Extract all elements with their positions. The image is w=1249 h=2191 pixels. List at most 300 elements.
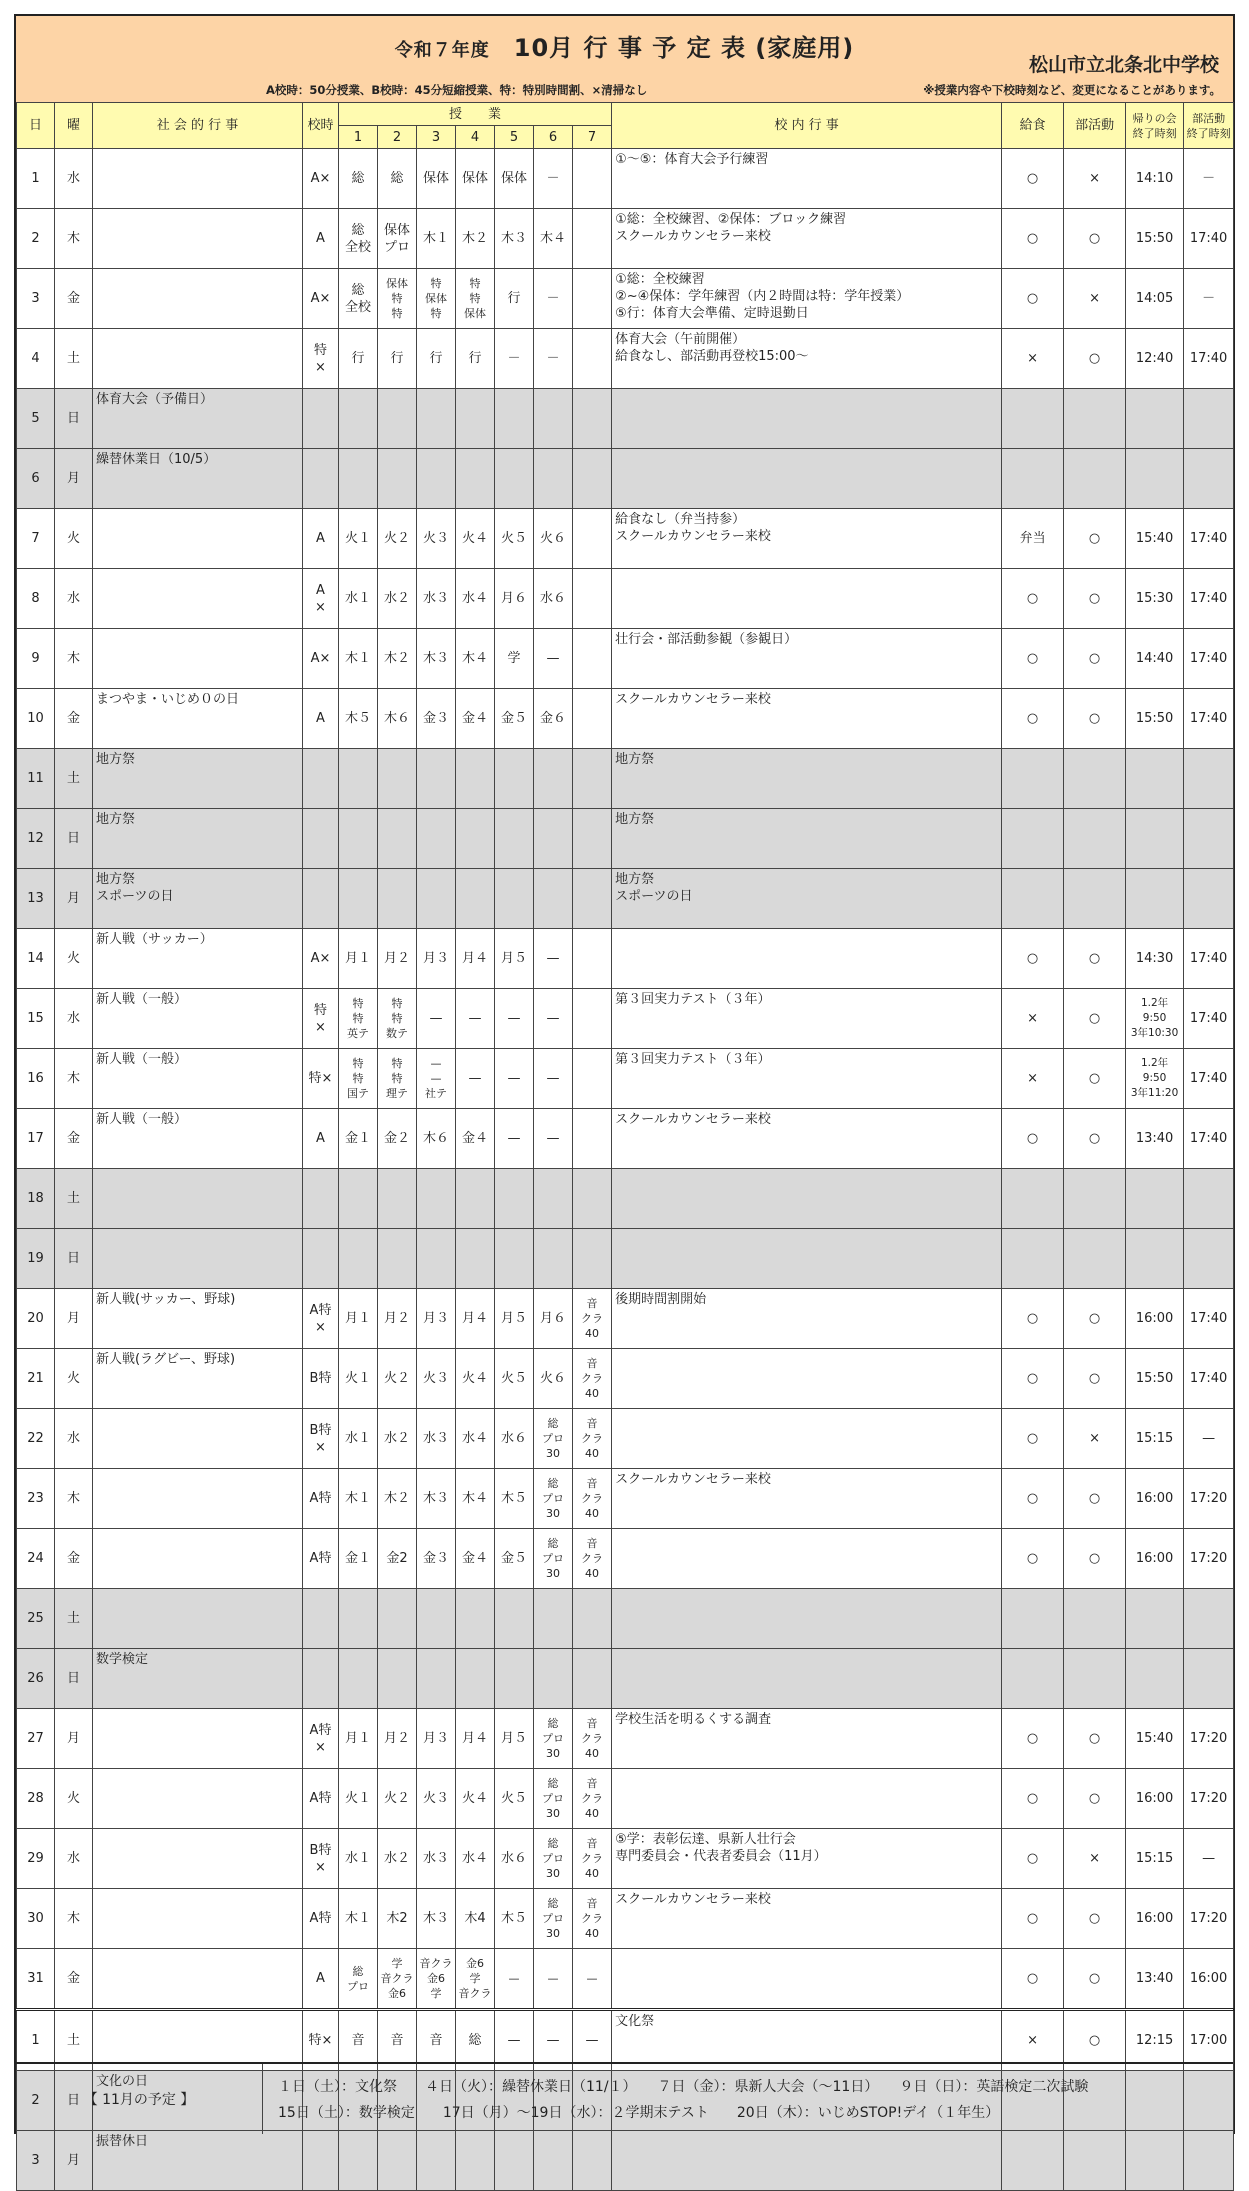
period-cell-3 [417, 869, 456, 929]
period-cell-4 [456, 809, 495, 869]
period-cell-1: 月１ [339, 1289, 378, 1349]
weekday-cell: 木 [55, 1049, 93, 1109]
koji-cell: A× [303, 629, 339, 689]
period-cell-1 [339, 389, 378, 449]
weekday-cell: 火 [55, 1769, 93, 1829]
period-cell-1: 特 特 英テ [339, 989, 378, 1049]
period-cell-6: 総 プロ 30 [534, 1469, 573, 1529]
period-cell-7 [573, 989, 612, 1049]
return-time-cell: 12:15 [1126, 2010, 1184, 2071]
period-cell-7 [573, 329, 612, 389]
period-cell-5: — [495, 1049, 534, 1109]
day-cell: 25 [17, 1589, 55, 1649]
club-end-time-cell [1184, 869, 1234, 929]
club-end-time-cell: — [1184, 1409, 1234, 1469]
lunch-cell: ○ [1002, 1949, 1064, 2010]
table-row [17, 1649, 1234, 1709]
social-event-cell [93, 1829, 303, 1889]
period-cell-5: － [495, 329, 534, 389]
weekday-cell: 土 [55, 1169, 93, 1229]
period-cell-7 [573, 269, 612, 329]
period-cell-5: 火５ [495, 509, 534, 569]
school-event-cell [612, 929, 1002, 989]
social-event-cell [93, 1949, 303, 2010]
school-event-cell: ①総：全校練習、②保体：ブロック練習 スクールカウンセラー来校 [612, 209, 1002, 269]
period-cell-7: 音 クラ 40 [573, 1409, 612, 1469]
return-time-cell: 14:30 [1126, 929, 1184, 989]
period-cell-1 [339, 1169, 378, 1229]
day-cell: 10 [17, 689, 55, 749]
period-cell-3: — [417, 989, 456, 1049]
period-cell-1 [339, 1649, 378, 1709]
weekday-cell: 水 [55, 1829, 93, 1889]
day-cell: 16 [17, 1049, 55, 1109]
return-time-cell: 15:40 [1126, 509, 1184, 569]
school-event-cell [612, 1349, 1002, 1409]
period-cell-5: 金５ [495, 1529, 534, 1589]
school-event-cell [612, 1229, 1002, 1289]
social-event-cell [93, 1469, 303, 1529]
return-time-cell: 14:10 [1126, 149, 1184, 209]
club-cell: ○ [1064, 1949, 1126, 2010]
club-cell: ○ [1064, 2010, 1126, 2071]
club-end-time-cell: 16:00 [1184, 1949, 1234, 2010]
period-cell-1 [339, 869, 378, 929]
period-cell-1: 音 [339, 2010, 378, 2071]
return-time-cell: 1.2年 9:50 3年10:30 [1126, 989, 1184, 1049]
lunch-cell: ○ [1002, 689, 1064, 749]
table-row [17, 2131, 1234, 2191]
return-time-cell [1126, 1169, 1184, 1229]
school-event-cell: 第３回実力テスト（３年） [612, 989, 1002, 1049]
period-cell-1: 月１ [339, 929, 378, 989]
club-end-time-cell: 17:40 [1184, 329, 1234, 389]
club-cell [1064, 809, 1126, 869]
col-period-4: 4 [456, 126, 495, 149]
club-end-time-cell: 17:40 [1184, 209, 1234, 269]
table-row [17, 929, 1234, 989]
club-end-time-cell: 17:20 [1184, 1709, 1234, 1769]
table-row [17, 209, 1234, 269]
period-cell-3: 木３ [417, 629, 456, 689]
lunch-cell: × [1002, 329, 1064, 389]
col-lunch: 給食 [1002, 103, 1064, 149]
schedule-sheet [14, 14, 1235, 2168]
period-cell-1: 行 [339, 329, 378, 389]
period-cell-2: 月２ [378, 1289, 417, 1349]
day-cell: 21 [17, 1349, 55, 1409]
period-cell-2: 月２ [378, 929, 417, 989]
period-cell-5: 水６ [495, 1409, 534, 1469]
period-cell-7 [573, 389, 612, 449]
period-cell-2 [378, 389, 417, 449]
lunch-cell [1002, 1229, 1064, 1289]
club-end-time-cell [1184, 749, 1234, 809]
period-cell-2: 木２ [378, 629, 417, 689]
period-cell-7 [573, 689, 612, 749]
period-cell-1: 金１ [339, 1529, 378, 1589]
table-row [17, 1169, 1234, 1229]
period-cell-7: — [573, 1949, 612, 2010]
school-event-cell: スクールカウンセラー来校 [612, 1889, 1002, 1949]
day-cell: 19 [17, 1229, 55, 1289]
period-cell-5: 月５ [495, 1709, 534, 1769]
period-cell-6: — [534, 1949, 573, 2010]
schedule-table [16, 102, 1234, 2191]
period-cell-4: 金6 学 音クラ [456, 1949, 495, 2010]
club-cell: ○ [1064, 1049, 1126, 1109]
weekday-cell: 日 [55, 389, 93, 449]
table-row [17, 1469, 1234, 1529]
next-month-box [16, 2062, 1233, 2134]
day-cell: 23 [17, 1469, 55, 1529]
return-time-cell: 15:50 [1126, 1349, 1184, 1409]
next-month-line-2: 15日（土）：数学検定 17日（月）～19日（水）：２学期末テスト 20日（木）：いじめSTOP!デイ（１年生） [278, 2105, 1000, 2121]
period-cell-4: 水４ [456, 569, 495, 629]
period-cell-4: 木２ [456, 209, 495, 269]
school-event-cell: ⑤学：表彰伝達、県新人壮行会 専門委員会・代表者委員会（11月） [612, 1829, 1002, 1889]
koji-cell: A特 × [303, 1709, 339, 1769]
school-event-cell: 壮行会・部活動参観（参観日） [612, 629, 1002, 689]
period-cell-4: — [456, 1049, 495, 1109]
weekday-cell: 水 [55, 149, 93, 209]
social-event-cell [93, 149, 303, 209]
period-cell-2: 保体 特 特 [378, 269, 417, 329]
return-time-cell [1126, 809, 1184, 869]
koji-cell [303, 1649, 339, 1709]
period-cell-3: 保体 [417, 149, 456, 209]
period-cell-5: — [495, 989, 534, 1049]
period-cell-2: 木２ [378, 1469, 417, 1529]
period-cell-3 [417, 449, 456, 509]
koji-cell: A特 [303, 1889, 339, 1949]
period-cell-3: 木６ [417, 1109, 456, 1169]
club-cell: ○ [1064, 509, 1126, 569]
period-cell-7: 音 クラ 40 [573, 1829, 612, 1889]
return-time-cell: 13:40 [1126, 1109, 1184, 1169]
period-cell-2: 火２ [378, 1349, 417, 1409]
club-end-time-cell: 17:40 [1184, 1349, 1234, 1409]
day-cell: 26 [17, 1649, 55, 1709]
lunch-cell [1002, 809, 1064, 869]
return-time-cell: 16:00 [1126, 1469, 1184, 1529]
day-cell: 29 [17, 1829, 55, 1889]
weekday-cell: 水 [55, 1409, 93, 1469]
social-event-cell [93, 329, 303, 389]
weekday-cell: 土 [55, 749, 93, 809]
day-cell: 6 [17, 449, 55, 509]
title-text: 10月 行 事 予 定 表 (家庭用) [513, 34, 855, 62]
koji-cell: B特 × [303, 1409, 339, 1469]
weekday-cell: 金 [55, 1949, 93, 2010]
koji-cell: A [303, 689, 339, 749]
period-cell-6 [534, 1229, 573, 1289]
period-cell-1: 水１ [339, 569, 378, 629]
period-cell-5 [495, 809, 534, 869]
lunch-cell: ○ [1002, 929, 1064, 989]
period-cell-2: 総 [378, 149, 417, 209]
period-cell-1 [339, 749, 378, 809]
return-time-cell: 1.2年 9:50 3年11:20 [1126, 1049, 1184, 1109]
return-time-cell: 15:40 [1126, 1709, 1184, 1769]
period-cell-3 [417, 1649, 456, 1709]
koji-cell: A特 [303, 1769, 339, 1829]
school-event-cell [612, 449, 1002, 509]
period-cell-1 [339, 809, 378, 869]
period-cell-7: 音 クラ 40 [573, 1769, 612, 1829]
period-cell-5: 木３ [495, 209, 534, 269]
period-cell-3: 金３ [417, 1529, 456, 1589]
lunch-cell: × [1002, 2010, 1064, 2071]
weekday-cell: 日 [55, 809, 93, 869]
period-cell-5: 金５ [495, 689, 534, 749]
period-cell-2: 金２ [378, 1109, 417, 1169]
school-event-cell: 給食なし（弁当持参） スクールカウンセラー来校 [612, 509, 1002, 569]
period-cell-3: 行 [417, 329, 456, 389]
social-event-cell: 新人戦（一般） [93, 989, 303, 1049]
school-name: 松山市立北条北中学校 [1028, 54, 1219, 76]
period-cell-2: 行 [378, 329, 417, 389]
period-cell-6: － [534, 329, 573, 389]
period-cell-1: 木１ [339, 1889, 378, 1949]
club-end-time-cell: 17:40 [1184, 989, 1234, 1049]
header-row [17, 103, 1234, 126]
period-cell-2: 木2 [378, 1889, 417, 1949]
club-cell: ○ [1064, 1469, 1126, 1529]
table-row [17, 1349, 1234, 1409]
weekday-cell: 水 [55, 989, 93, 1049]
lunch-cell: × [1002, 989, 1064, 1049]
period-cell-4: 火４ [456, 509, 495, 569]
table-row [17, 1589, 1234, 1649]
social-event-cell: 体育大会（予備日） [93, 389, 303, 449]
period-cell-5: — [495, 1949, 534, 2010]
period-cell-2: 火２ [378, 509, 417, 569]
club-end-time-cell: 17:40 [1184, 1289, 1234, 1349]
club-end-time-cell: － [1184, 269, 1234, 329]
koji-cell: A特 [303, 1469, 339, 1529]
col-period-5: 5 [495, 126, 534, 149]
period-legend-note: A校時：50分授業、B校時：45分短縮授業、特：特別時間割、×清掃なし [266, 83, 648, 97]
lunch-cell: ○ [1002, 1409, 1064, 1469]
lunch-cell: ○ [1002, 209, 1064, 269]
weekday-cell: 日 [55, 1229, 93, 1289]
club-cell: ○ [1064, 1529, 1126, 1589]
period-cell-7: 音 クラ 40 [573, 1289, 612, 1349]
period-cell-6 [534, 1589, 573, 1649]
period-cell-1 [339, 1229, 378, 1289]
lunch-cell: × [1002, 1049, 1064, 1109]
period-cell-2: 特 特 数テ [378, 989, 417, 1049]
club-end-time-cell: 17:20 [1184, 1769, 1234, 1829]
day-cell: 5 [17, 389, 55, 449]
period-cell-5 [495, 1229, 534, 1289]
period-cell-4: 月４ [456, 929, 495, 989]
day-cell: 18 [17, 1169, 55, 1229]
club-cell: ○ [1064, 569, 1126, 629]
table-row [17, 1829, 1234, 1889]
period-cell-1: 木５ [339, 689, 378, 749]
period-cell-4: 月４ [456, 1289, 495, 1349]
koji-cell: A× [303, 269, 339, 329]
return-time-cell: 12:40 [1126, 329, 1184, 389]
col-period-2: 2 [378, 126, 417, 149]
period-cell-5: 火５ [495, 1769, 534, 1829]
club-cell: ○ [1064, 929, 1126, 989]
period-cell-6: 総 プロ 30 [534, 1829, 573, 1889]
period-cell-6: － [534, 149, 573, 209]
day-cell: 27 [17, 1709, 55, 1769]
day-cell: 14 [17, 929, 55, 989]
period-cell-2: 音 [378, 2010, 417, 2071]
period-cell-3: 音 [417, 2010, 456, 2071]
koji-cell: A [303, 209, 339, 269]
period-cell-6: — [534, 989, 573, 1049]
period-cell-2: 保体 プロ [378, 209, 417, 269]
social-event-cell [93, 1589, 303, 1649]
period-cell-1 [339, 449, 378, 509]
social-event-cell: 地方祭 [93, 809, 303, 869]
period-cell-1 [339, 1589, 378, 1649]
day-cell: 31 [17, 1949, 55, 2010]
period-cell-5: 保体 [495, 149, 534, 209]
school-event-cell [612, 2131, 1002, 2191]
club-end-time-cell: 17:40 [1184, 929, 1234, 989]
col-period-7: 7 [573, 126, 612, 149]
period-cell-7 [573, 1049, 612, 1109]
period-cell-5 [495, 2131, 534, 2191]
return-time-cell: 15:50 [1126, 689, 1184, 749]
table-row [17, 1229, 1234, 1289]
weekday-cell: 火 [55, 509, 93, 569]
day-cell: 3 [17, 2131, 55, 2191]
return-time-cell [1126, 2131, 1184, 2191]
school-event-cell: 地方祭 [612, 749, 1002, 809]
lunch-cell [1002, 1169, 1064, 1229]
period-cell-7 [573, 1109, 612, 1169]
period-cell-2: 水２ [378, 569, 417, 629]
period-cell-5: 水６ [495, 1829, 534, 1889]
period-cell-6: 月６ [534, 1289, 573, 1349]
period-cell-4 [456, 749, 495, 809]
weekday-cell: 木 [55, 1469, 93, 1529]
club-cell: × [1064, 1409, 1126, 1469]
period-cell-7 [573, 629, 612, 689]
period-cell-6: 火６ [534, 1349, 573, 1409]
club-cell [1064, 749, 1126, 809]
table-row [17, 1289, 1234, 1349]
period-cell-4: 月４ [456, 1709, 495, 1769]
period-cell-3: 火３ [417, 1349, 456, 1409]
period-cell-6 [534, 869, 573, 929]
period-cell-3 [417, 1589, 456, 1649]
table-row [17, 509, 1234, 569]
club-cell [1064, 1589, 1126, 1649]
day-cell: 1 [17, 2010, 55, 2071]
period-cell-3: 水３ [417, 569, 456, 629]
period-cell-1: 水１ [339, 1409, 378, 1469]
period-cell-5 [495, 749, 534, 809]
period-cell-4 [456, 389, 495, 449]
period-cell-5: 火５ [495, 1349, 534, 1409]
return-time-cell [1126, 1589, 1184, 1649]
period-cell-5: 学 [495, 629, 534, 689]
col-return-time: 帰りの会 終了時刻 [1126, 103, 1184, 149]
return-time-cell [1126, 869, 1184, 929]
period-cell-5: 行 [495, 269, 534, 329]
period-cell-2 [378, 869, 417, 929]
period-cell-3: 木３ [417, 1469, 456, 1529]
change-notice: ※授業内容や下校時刻など、変更になることがあります。 [923, 83, 1221, 97]
period-cell-6: 金６ [534, 689, 573, 749]
table-row [17, 329, 1234, 389]
social-event-cell [93, 1709, 303, 1769]
period-cell-7 [573, 1169, 612, 1229]
koji-cell: A × [303, 569, 339, 629]
period-cell-2 [378, 1649, 417, 1709]
social-event-cell [93, 629, 303, 689]
koji-cell: B特 × [303, 1829, 339, 1889]
weekday-cell: 木 [55, 629, 93, 689]
social-event-cell: まつやま・いじめ０の日 [93, 689, 303, 749]
koji-cell [303, 809, 339, 869]
school-event-cell [612, 1409, 1002, 1469]
table-row [17, 869, 1234, 929]
period-cell-2 [378, 449, 417, 509]
period-cell-5: — [495, 2010, 534, 2071]
lunch-cell [1002, 1589, 1064, 1649]
table-row [17, 1049, 1234, 1109]
day-cell: 15 [17, 989, 55, 1049]
school-event-cell [612, 1169, 1002, 1229]
school-event-cell: 地方祭 スポーツの日 [612, 869, 1002, 929]
period-cell-4: 特 特 保体 [456, 269, 495, 329]
lunch-cell: ○ [1002, 629, 1064, 689]
return-time-cell: 16:00 [1126, 1769, 1184, 1829]
club-end-time-cell: 17:00 [1184, 2010, 1234, 2071]
club-cell: ○ [1064, 209, 1126, 269]
period-cell-3: 水３ [417, 1409, 456, 1469]
period-cell-4: 火４ [456, 1349, 495, 1409]
koji-cell: A× [303, 929, 339, 989]
period-cell-4: 水４ [456, 1829, 495, 1889]
weekday-cell: 火 [55, 1349, 93, 1409]
day-cell: 17 [17, 1109, 55, 1169]
weekday-cell: 日 [55, 1649, 93, 1709]
day-cell: 11 [17, 749, 55, 809]
club-cell: ○ [1064, 1109, 1126, 1169]
period-cell-3 [417, 2131, 456, 2191]
koji-cell: A特 [303, 1529, 339, 1589]
lunch-cell: ○ [1002, 1889, 1064, 1949]
period-cell-4: 木４ [456, 629, 495, 689]
period-cell-7: 音 クラ 40 [573, 1349, 612, 1409]
social-event-cell [93, 269, 303, 329]
koji-cell [303, 449, 339, 509]
return-time-cell [1126, 1229, 1184, 1289]
period-cell-3: 水３ [417, 1829, 456, 1889]
lunch-cell [1002, 749, 1064, 809]
social-event-cell [93, 569, 303, 629]
club-cell: × [1064, 269, 1126, 329]
period-cell-1: 特 特 国テ [339, 1049, 378, 1109]
col-club: 部活動 [1064, 103, 1126, 149]
club-cell [1064, 1169, 1126, 1229]
social-event-cell [93, 1169, 303, 1229]
col-school-events: 校 内 行 事 [612, 103, 1002, 149]
day-cell: 1 [17, 149, 55, 209]
social-event-cell: 地方祭 [93, 749, 303, 809]
